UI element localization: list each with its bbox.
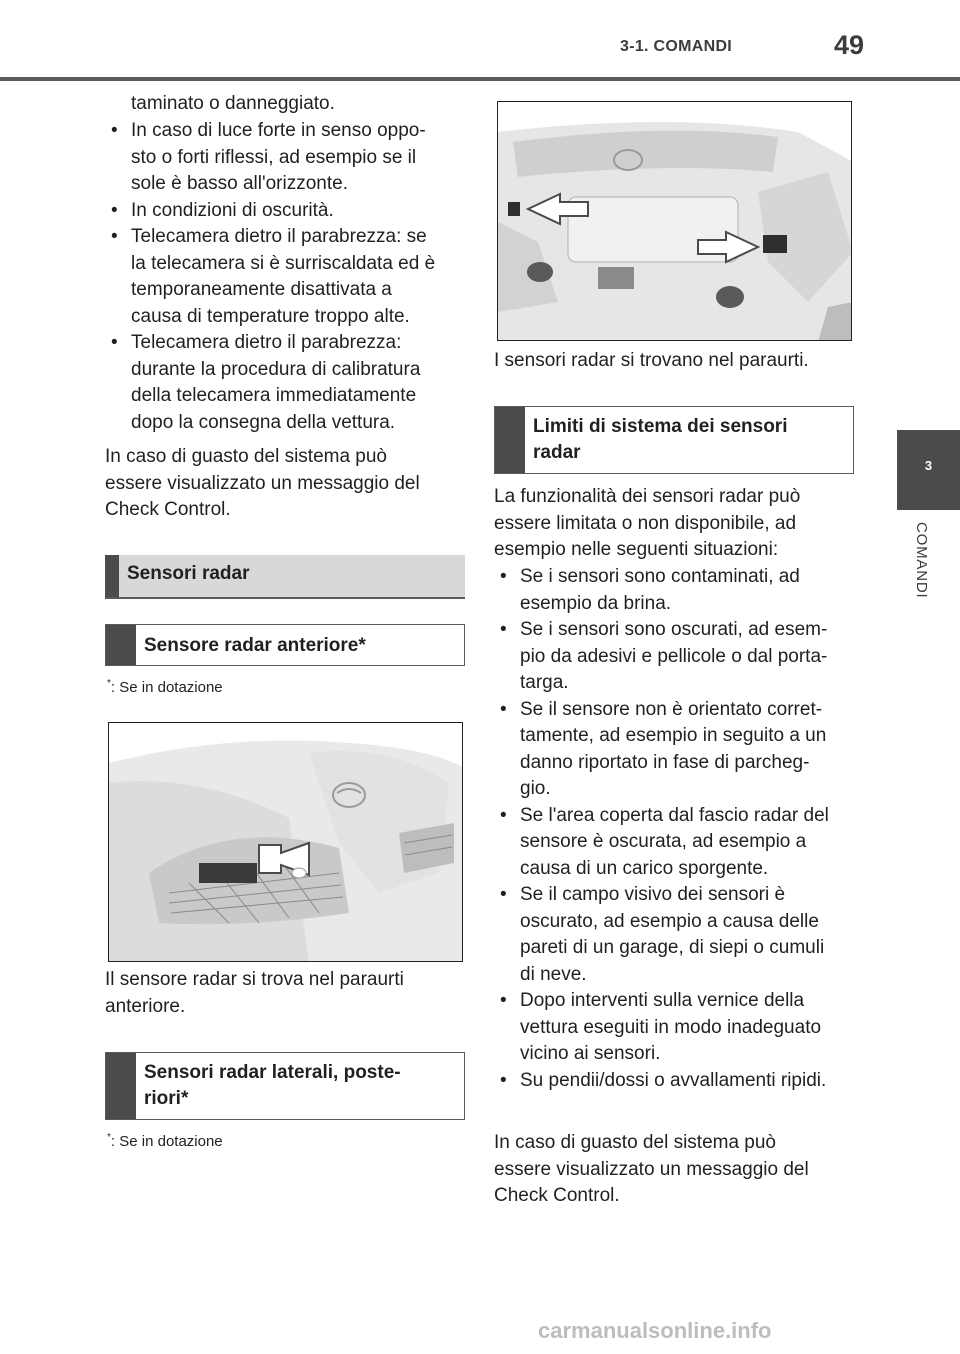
list-item: • In condizioni di oscurità. (111, 199, 334, 221)
subsection-title-rear: Sensori radar laterali, poste- riori* (105, 1052, 465, 1120)
rear-bumper-image (497, 101, 852, 341)
front-bumper-image (108, 722, 463, 962)
front-caption: Il sensore radar si trova nel paraurti anteriore. (105, 969, 404, 1017)
bullet-list-left (105, 118, 465, 436)
chapter-number: 3 (924, 458, 933, 473)
continuation-text: taminato o danneggiato. (131, 93, 335, 114)
subsection-title-front: Sensore radar anteriore* (105, 624, 465, 666)
footnote: *: Se in dotazione (107, 678, 223, 696)
list-item: • In caso di luce forte in senso oppo- sto o forti riflessi, ad esempio se il sole è basso all'orizzonte. (111, 120, 426, 194)
list-item: • Se l'area coperta dal fascio radar del sensore è oscurata, ad esempio a causa di un carico sporgente. (500, 804, 829, 879)
list-item: • Su pendii/dossi o avvallamenti ripidi. (500, 1069, 827, 1091)
section-title-sensori-radar: Sensori radar (105, 555, 465, 599)
front-car-illustration (109, 723, 463, 962)
list-item: • Se i sensori sono oscurati, ad esem- pio da adesivi e pellicole o dal porta- targa. (500, 619, 828, 693)
section-header: 3-1. COMANDI (620, 38, 733, 55)
watermark: carmanualsonline.info (538, 1318, 772, 1343)
list-item: • Telecamera dietro il parabrezza: se la telecamera si è surriscaldata ed è temporaneamente disattivata a causa di temperature troppo alte. (111, 226, 436, 327)
limits-intro: La funzionalità dei sensori radar può essere limitata o non disponibile, ad esempio nelle seguenti situazioni: (494, 486, 801, 560)
rear-car-illustration (498, 102, 852, 341)
list-item: • Se il sensore non è orientato corret- tamente, ad esempio in seguito a un danno riportato in fase di parcheg- gio. (500, 698, 827, 799)
subsection-title-limits: Limiti di sistema dei sensori radar (494, 406, 854, 474)
paragraph-left: In caso di guasto del sistema può essere visualizzato un messaggio del Check Control. (105, 446, 420, 520)
footnote: *: Se in dotazione (107, 1132, 223, 1150)
rear-caption: I sensori radar si trovano nel paraurti. (494, 350, 809, 371)
header-rule (0, 77, 960, 81)
page-number: 49 (834, 30, 865, 60)
list-item: • Dopo interventi sulla vernice della vettura eseguiti in modo inadeguato vicino ai sensori. (500, 990, 822, 1064)
bullet-list-right (494, 564, 854, 1094)
list-item: • Se il campo visivo dei sensori è oscurato, ad esempio a causa delle pareti di un garage, di siepi o cumuli di neve. (500, 884, 825, 985)
list-item: • Se i sensori sono contaminati, ad esempio da brina. (500, 566, 800, 614)
paragraph-right: In caso di guasto del sistema può essere visualizzato un messaggio del Check Control. (494, 1132, 809, 1206)
chapter-label: COMANDI (913, 522, 930, 599)
list-item: • Telecamera dietro il parabrezza: durante la procedura di calibratura della telecamera immediatamente dopo la consegna della vettura. (111, 332, 421, 433)
